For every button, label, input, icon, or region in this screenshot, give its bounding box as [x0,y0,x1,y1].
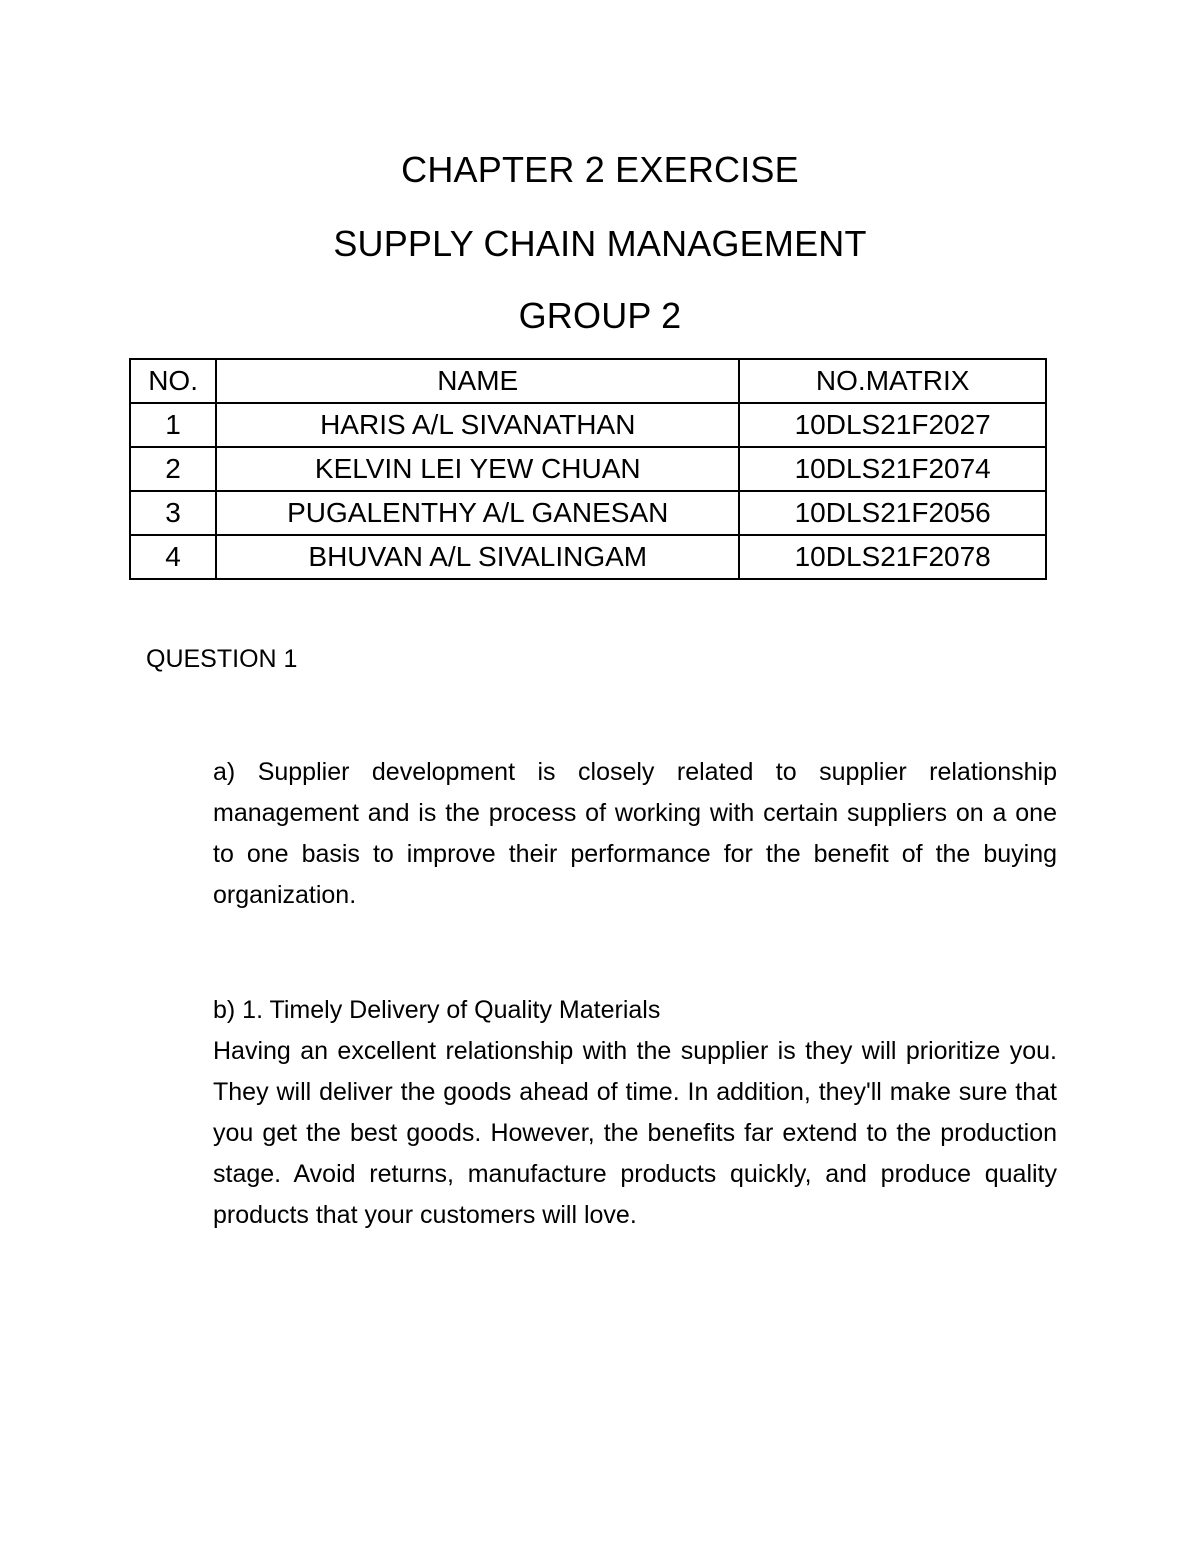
document-title: CHAPTER 2 EXERCISE [401,149,799,190]
group-title: GROUP 2 [518,295,682,336]
cell-no: 1 [130,403,216,447]
cell-no: 4 [130,535,216,579]
cell-name: HARIS A/L SIVANATHAN [216,403,739,447]
cell-name: KELVIN LEI YEW CHUAN [216,447,739,491]
column-header-name: NAME [216,359,739,403]
cell-matrix: 10DLS21F2078 [739,535,1046,579]
cell-matrix: 10DLS21F2056 [739,491,1046,535]
cell-matrix: 10DLS21F2074 [739,447,1046,491]
subject-title: SUPPLY CHAIN MANAGEMENT [333,223,867,264]
cell-name: PUGALENTHY A/L GANESAN [216,491,739,535]
cell-no: 2 [130,447,216,491]
cell-name: BHUVAN A/L SIVALINGAM [216,535,739,579]
column-header-no: NO. [130,359,216,403]
table-row [130,403,1046,447]
cell-matrix: 10DLS21F2027 [739,403,1046,447]
table-row [130,535,1046,579]
answer-b-heading: b) 1. Timely Delivery of Quality Materials [213,996,661,1024]
answer-a-paragraph: a) Supplier development is closely related to supplier relationship management and is the process of working with certain suppliers on a one to one basis to improve their performance for the benefit of the buying organization. [213,758,1057,909]
table-row [130,491,1046,535]
table-row [130,447,1046,491]
cell-no: 3 [130,491,216,535]
answer-b-paragraph: Having an excellent relationship with the supplier is they will prioritize you. They will deliver the goods ahead of time. In addition, they'll make sure that you get the best goods. However, the benefits far extend to the production stage. Avoid returns, manufacture products quickly, and produce quality products that your customers will love. [213,1037,1057,1229]
members-table [129,358,1047,580]
table-header-row [130,359,1046,403]
question-label: QUESTION 1 [146,645,298,673]
column-header-matrix: NO.MATRIX [739,359,1046,403]
